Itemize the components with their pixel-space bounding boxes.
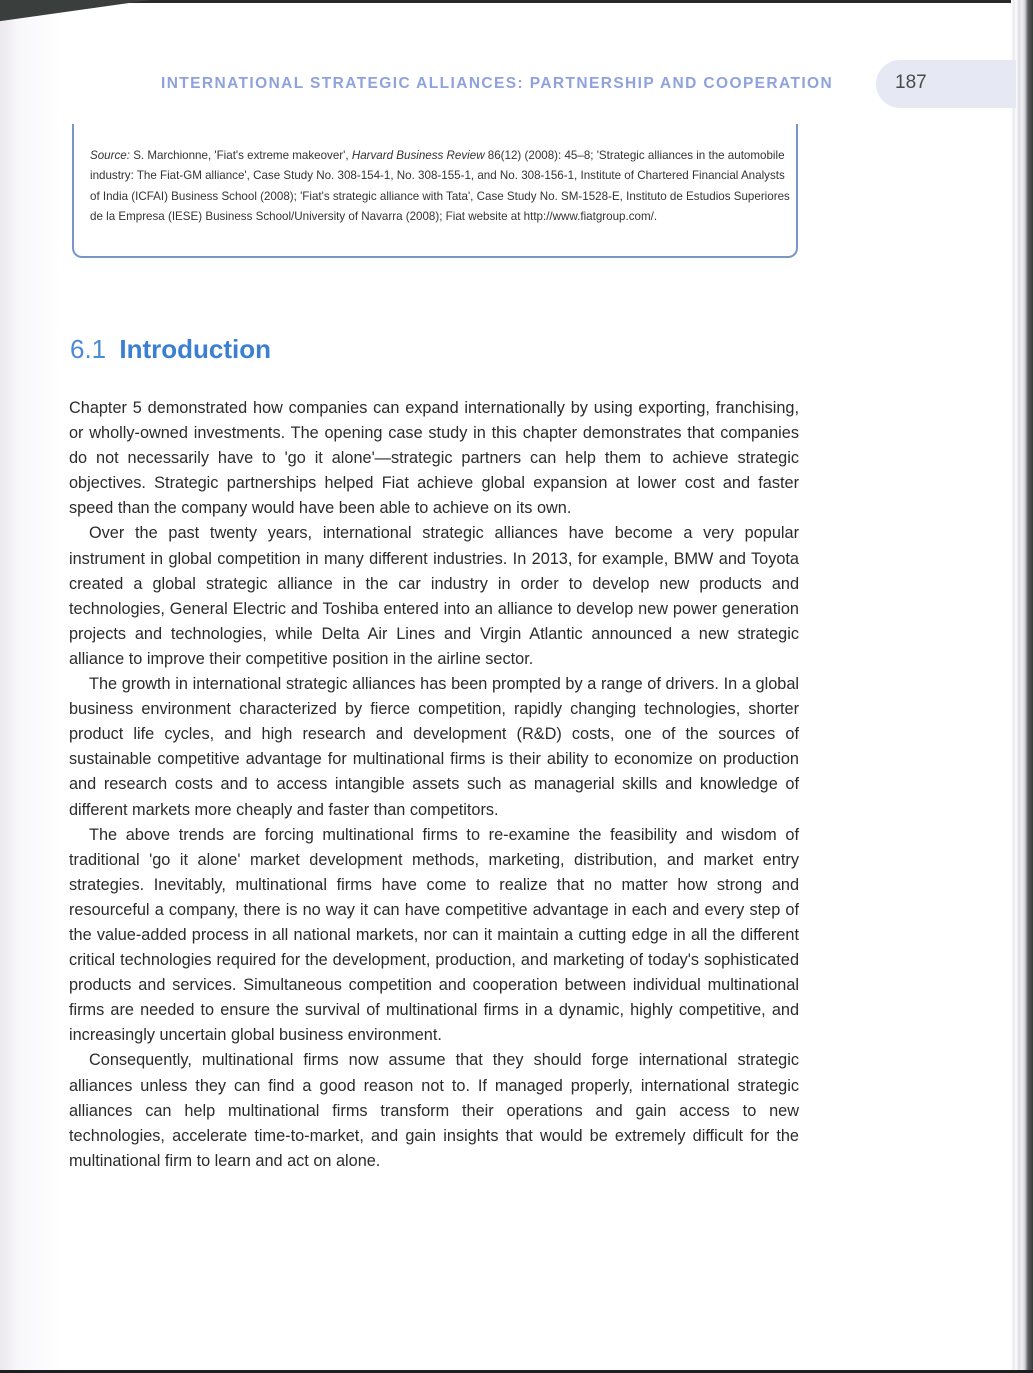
source-journal: Harvard Business Review: [351, 149, 485, 162]
paragraph: The above trends are forcing multinational firms to re-examine the feasibility and wisdom of traditional 'go it alone' market development methods, marketing, distribution, and market entry strategies. Inevitably, multinational firms have come to realize that no matter how strong and resourceful a company, there is no way it can have competitive advantage in each and every step of the value-added process in all national markets, nor can it maintain a cutting edge in all the different critical technologies required for the development, production, and marketing of today's sophisticated products and services. Simultaneous competition and cooperation between individual multinational firms are needed to ensure the survival of multinational firms in a dynamic, highly competitive, and increasingly uncertain global business environment.: [69, 825, 799, 1045]
source-text-1: S. Marchionne, 'Fiat's extreme makeover',: [129, 149, 352, 162]
source-label: Source:: [90, 149, 130, 162]
section-title: Introduction: [119, 334, 272, 364]
source-citation: [90, 146, 790, 227]
running-head: INTERNATIONAL STRATEGIC ALLIANCES: PARTNERSHIP AND COOPERATION: [161, 75, 834, 92]
paragraph: The growth in international strategic alliances has been prompted by a range of drivers. In a global business environment characterized by fierce competition, rapidly changing technologies, shorter product life cycles, and high research and development (R&D) costs, one of the sources of sustainable competitive advantage for multinational firms is their ability to economize on production and research costs and to access intangible assets such as managerial skills and knowledge of different markets more cheaply and faster than competitors.: [69, 675, 799, 819]
section-heading: [70, 334, 271, 365]
scan-page-curl: [0, 0, 160, 24]
paragraph: Over the past twenty years, international strategic alliances have become a very popular instrument in global competition in many different industries. In 2013, for example, BMW and Toyota created a global strategic alliance in the car industry in order to develop new products and technologies, General Electric and Toshiba entered into an alliance to develop new power generation projects and technologies, while Delta Air Lines and Virgin Atlantic announced a new strategic alliance to improve their competitive position in the airline sector.: [69, 524, 799, 668]
paragraph: Chapter 5 demonstrated how companies can expand internationally by using exporting, franchising, or wholly-owned investments. The opening case study in this chapter demonstrates that companies do not necessarily have to 'go it alone'—strategic partners can help them to achieve strategic objectives. Strategic partnerships helped Fiat achieve global expansion at lower cost and faster speed than the company would have been able to achieve on its own.: [69, 399, 799, 518]
book-page-edges: [1011, 0, 1033, 1373]
paragraph: Consequently, multinational firms now assume that they should forge international strategic alliances unless they can find a good reason not to. If managed properly, international strategic alliances can help multinational firms transform their operations and gain access to new technologies, accelerate time-to-market, and gain insights that would be extremely difficult for the multinational firm to learn and act on alone.: [69, 1051, 799, 1170]
page-number: 187: [895, 72, 927, 93]
source-text-2: 86(12) (2008): 45–8; 'Strategic alliances in the automobile industry: The Fiat-GM alliance', Case Study No. 308-154-1, No. 308-155-1, and No. 308-156-1, Institute of Chartered Financial Analysts of India (ICFAI) Business School (2008); 'Fiat's strategic alliance with Tata', Case Study No. SM-1528-E, Instituto de Estudios Superiores de la Empresa (IESE) Business School/University of Navarra (2008); Fiat website at http://www.fiatgroup.com/.: [90, 149, 790, 223]
body-text: [69, 396, 799, 1174]
section-number: 6.1: [70, 334, 107, 364]
